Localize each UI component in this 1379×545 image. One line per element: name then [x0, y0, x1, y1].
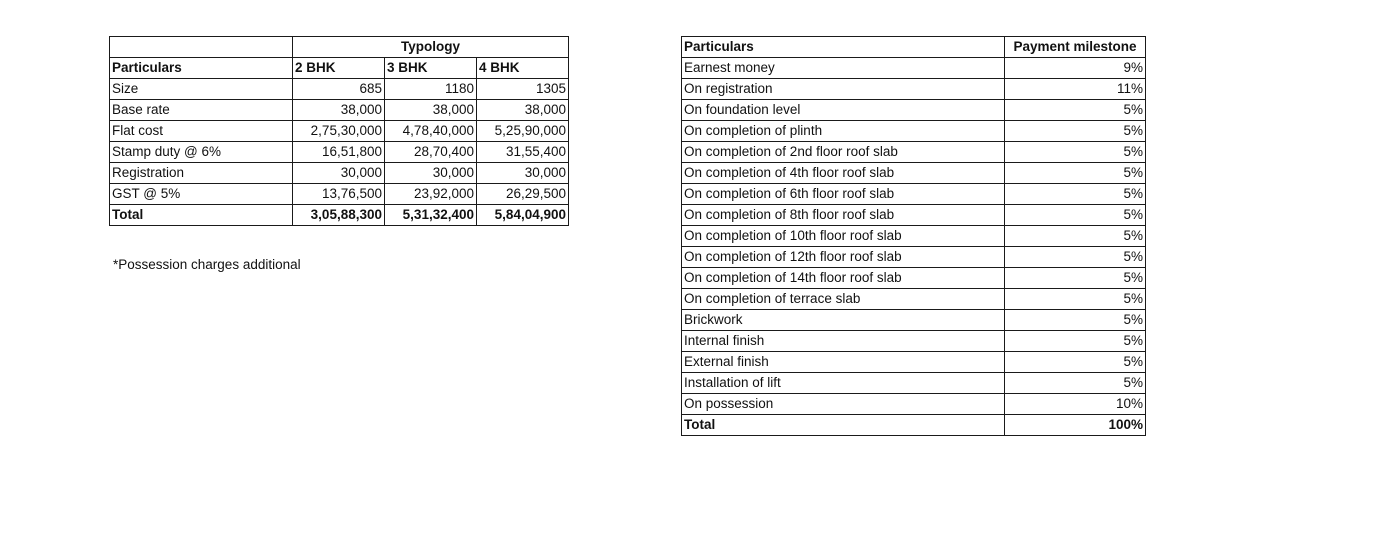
table-row [682, 226, 1146, 247]
payment-total-value: 100% [1005, 415, 1146, 436]
cell-3bhk: 4,78,40,000 [385, 121, 477, 142]
milestone-label: On completion of 6th floor roof slab [682, 184, 1005, 205]
total-label: Total [110, 205, 293, 226]
cell-4bhk: 5,25,90,000 [477, 121, 569, 142]
table-row [682, 268, 1146, 289]
milestone-value: 5% [1005, 331, 1146, 352]
table-row [682, 100, 1146, 121]
row-label: Registration [110, 163, 293, 184]
payment-table [681, 36, 1146, 436]
table-row [110, 100, 569, 121]
payment-total-label: Total [682, 415, 1005, 436]
milestone-label: On completion of terrace slab [682, 289, 1005, 310]
possession-note: *Possession charges additional [113, 257, 301, 272]
cell-4bhk: 31,55,400 [477, 142, 569, 163]
table-row [682, 331, 1146, 352]
table-row [682, 142, 1146, 163]
table-row [682, 79, 1146, 100]
table-row [110, 142, 569, 163]
payment-header-row [682, 37, 1146, 58]
milestone-value: 5% [1005, 100, 1146, 121]
milestone-value: 5% [1005, 310, 1146, 331]
cost-header-4bhk: 4 BHK [477, 58, 569, 79]
table-row [682, 58, 1146, 79]
cell-4bhk: 38,000 [477, 100, 569, 121]
cell-3bhk: 30,000 [385, 163, 477, 184]
cell-2bhk: 685 [293, 79, 385, 100]
cost-table-body [110, 37, 569, 226]
table-row [110, 121, 569, 142]
total-3bhk: 5,31,32,400 [385, 205, 477, 226]
milestone-label: On completion of 4th floor roof slab [682, 163, 1005, 184]
cost-group-header-empty [110, 37, 293, 58]
cost-header-particulars: Particulars [110, 58, 293, 79]
table-row [682, 289, 1146, 310]
milestone-label: On completion of plinth [682, 121, 1005, 142]
milestone-label: Brickwork [682, 310, 1005, 331]
table-row [682, 310, 1146, 331]
cell-4bhk: 30,000 [477, 163, 569, 184]
row-label: Flat cost [110, 121, 293, 142]
cell-2bhk: 30,000 [293, 163, 385, 184]
table-row [682, 394, 1146, 415]
cell-3bhk: 1180 [385, 79, 477, 100]
milestone-label: On possession [682, 394, 1005, 415]
row-label: Base rate [110, 100, 293, 121]
cell-4bhk: 26,29,500 [477, 184, 569, 205]
cost-header-row [110, 58, 569, 79]
cost-total-row [110, 205, 569, 226]
milestone-value: 5% [1005, 121, 1146, 142]
milestone-value: 5% [1005, 289, 1146, 310]
total-4bhk: 5,84,04,900 [477, 205, 569, 226]
cell-3bhk: 28,70,400 [385, 142, 477, 163]
milestone-value: 5% [1005, 163, 1146, 184]
table-row [682, 373, 1146, 394]
typology-header: Typology [293, 37, 569, 58]
milestone-label: On completion of 2nd floor roof slab [682, 142, 1005, 163]
cell-2bhk: 13,76,500 [293, 184, 385, 205]
payment-total-row [682, 415, 1146, 436]
row-label: Stamp duty @ 6% [110, 142, 293, 163]
table-row [682, 184, 1146, 205]
table-row [110, 79, 569, 100]
milestone-value: 10% [1005, 394, 1146, 415]
cell-4bhk: 1305 [477, 79, 569, 100]
row-label: Size [110, 79, 293, 100]
milestone-label: Earnest money [682, 58, 1005, 79]
table-row [110, 163, 569, 184]
milestone-label: Internal finish [682, 331, 1005, 352]
milestone-label: External finish [682, 352, 1005, 373]
total-2bhk: 3,05,88,300 [293, 205, 385, 226]
milestone-value: 5% [1005, 184, 1146, 205]
table-row [682, 121, 1146, 142]
milestone-value: 11% [1005, 79, 1146, 100]
table-row [682, 205, 1146, 226]
milestone-label: On completion of 12th floor roof slab [682, 247, 1005, 268]
table-row [682, 247, 1146, 268]
cost-table [109, 36, 569, 226]
table-row [682, 163, 1146, 184]
milestone-value: 5% [1005, 142, 1146, 163]
milestone-value: 5% [1005, 247, 1146, 268]
milestone-value: 9% [1005, 58, 1146, 79]
cell-3bhk: 23,92,000 [385, 184, 477, 205]
milestone-label: On completion of 10th floor roof slab [682, 226, 1005, 247]
cost-header-2bhk: 2 BHK [293, 58, 385, 79]
milestone-value: 5% [1005, 226, 1146, 247]
milestone-label: On registration [682, 79, 1005, 100]
milestone-value: 5% [1005, 268, 1146, 289]
row-label: GST @ 5% [110, 184, 293, 205]
payment-table-body [682, 37, 1146, 436]
milestone-value: 5% [1005, 373, 1146, 394]
milestone-label: On completion of 8th floor roof slab [682, 205, 1005, 226]
cell-2bhk: 38,000 [293, 100, 385, 121]
milestone-label: On completion of 14th floor roof slab [682, 268, 1005, 289]
cost-header-3bhk: 3 BHK [385, 58, 477, 79]
milestone-label: On foundation level [682, 100, 1005, 121]
cell-2bhk: 2,75,30,000 [293, 121, 385, 142]
milestone-value: 5% [1005, 352, 1146, 373]
table-row [110, 184, 569, 205]
cost-group-header-row [110, 37, 569, 58]
table-row [682, 352, 1146, 373]
milestone-label: Installation of lift [682, 373, 1005, 394]
payment-header-milestone: Payment milestone [1005, 37, 1146, 58]
milestone-value: 5% [1005, 205, 1146, 226]
cell-2bhk: 16,51,800 [293, 142, 385, 163]
payment-header-particulars: Particulars [682, 37, 1005, 58]
cell-3bhk: 38,000 [385, 100, 477, 121]
